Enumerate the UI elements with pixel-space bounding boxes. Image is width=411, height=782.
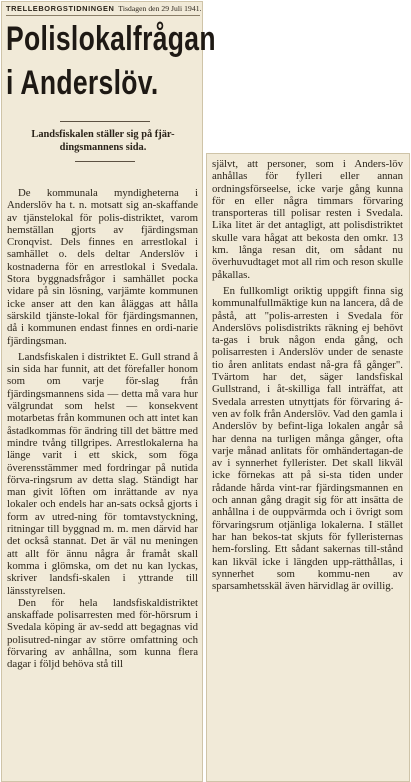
paragraph: Landsfiskalen i distriktet E. Gull strand å sin sida har funnit, att det förefaller honom som om varje för-slag från fjärdingsmannens sida — detta må vara hur välgrundat som helst — konsekvent motarbetas från kommunen och att intet kan åstadkommas för ändring till det bättre med mindre tvång tillgripes. Arrestlokalerna ha länge varit i ett skick, som föga överensstämmer med fordringar på nutida förva-ringsrum av detta slag. Ständigt har man givit löften om inrättande av nya lokaler och endels har an-sats också gjorts i form av utred-ning för tomtavstyckning, ritningar till byggnad m. m. men därvid har det också stannat. Det är väl nu meningen att allt för ännu några år framåt skall komma i glömska, om det nu kan lyckas, skriver landsfi-skalen i yttrande till länsstyrelsen. [7, 350, 198, 597]
headline-line-1: Polislokalfrågan [6, 20, 216, 58]
headline-line-2: i Anderslöv. [6, 64, 159, 102]
masthead-rule [6, 15, 200, 16]
newspaper-name: TRELLEBORGSTIDNINGEN [6, 4, 115, 13]
paragraph: De kommunala myndigheterna i Anderslöv ha t. n. motsatt sig an-skaffande av tjänstelokal för polis-distriktet, varom hemställan gjorts av fjärdingsman Cronqvist. Dels finnes en arrestlokal i samhället o. dels deltar Anderslöv i kostnaderna för en arrestlokal i Svedala. Stora byggnadsfrågor i samhället pocka vidare på sin lösning, varjämte kommunen icke anser att den kan åläggas att hålla särskild tjänste-lokal för fjärdingsmannen, då i kommunen endast finnes en ordi-narie fjärdingsman. [7, 187, 198, 347]
paragraph: självt, att personer, som i Anders-löv anhållas för fylleri eller annan ordningsförseelse, icke varje gång kunna för en eller några timmars förvaring transporteras till polisar resten i Svedala. Lika litet är det antagligt, att polisdistriktet skulle vara hågat att bekosta den omkr. 13 km. långa resan dit, om sådant nu överhuvudtaget mot all rim och reson skulle påkallas. [212, 158, 403, 281]
paragraph: Den för hela landsfiskaldistriktet anskaffade polisarresten med för-hörsrum i Svedala köping är av-sedd att begagnas vid polisutred-ningar av större omfattning och förvaring av anhållna, som kunna flera dagar i följd behöva stå till [7, 596, 198, 671]
divider-rule [75, 161, 135, 162]
divider-rule [60, 121, 150, 122]
paragraph: En fullkomligt oriktig uppgift finna sig kommunalfullmäktige kun na lancera, då de påstå, att "polis-arresten i Svedala för Anderslövs polisdistrikts räkning ej behövt ta-gas i bruk någon enda gång, och polisarresten i Anderslöv under de senaste tio åren anlitats endast nå-gra få gånger". Tvärtom har det, säger landsfiskal Gullstrand, i åt-skilliga fall inträffat, att Svedala arresten utnyttjats för förvaring á-ven av folk från Anderslöv. Vad den gamla i Anderslöv by befint-liga lokalen angår så har denna na turligen många gånger, ofta varje månad anlitats för omhändertagan-de av i synnerhet fyllerister. Det skall likväl icke förnekas att på si-sta tiden under rådande hårda vint-rar fjärdingsmannen en och annan gång dragit sig för att insätta de anhållna i de ouppvärmda och i övrigt som förvaringsrum otjänliga lokalerna. I stället har han bekos-tat skjuts för fylleristernas hem-forsling. Ett sådant sakernas till-stånd kan likväl icke i längden upp-rätthållas, i synnerhet som kommu-nen av sparsamhetsskäl även härvidlag är ovillig. [212, 284, 403, 593]
masthead [6, 4, 200, 13]
issue-date: Tisdagen den 29 Juli 1941. [118, 4, 202, 13]
article-body-column-1 [7, 187, 198, 671]
article-body-column-2 [212, 158, 403, 592]
subheading: Landsfiskalen ställer sig på fjär- dingsmannens sida. [31, 129, 175, 153]
headline [6, 17, 216, 105]
